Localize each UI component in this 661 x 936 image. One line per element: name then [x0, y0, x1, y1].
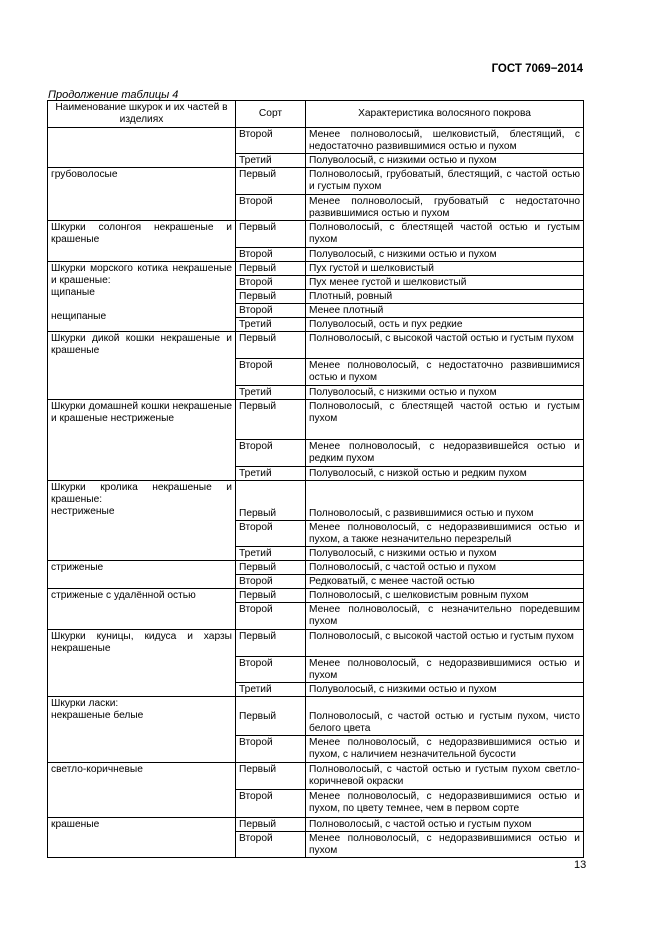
characteristic-cell: Полуволосый, с низкой остью и редким пухом — [306, 467, 584, 481]
characteristic-cell: Полноволосый, с развившимися остью и пухом — [306, 481, 584, 521]
characteristic-cell: Полноволосый, с частой остью и густым пухом светло-коричневой окраски — [306, 763, 584, 790]
table-row — [48, 697, 584, 736]
grade-cell: Третий — [236, 154, 306, 168]
grade-cell: Первый — [236, 400, 306, 440]
grade-cell: Первый — [236, 168, 306, 195]
grade-cell: Третий — [236, 318, 306, 332]
grade-cell: Первый — [236, 818, 306, 832]
characteristic-cell: Менее полноволосый, с недоразвившимися остью и пухом, с наличием незначительной бусости — [306, 736, 584, 763]
table-row — [48, 630, 584, 657]
characteristic-cell: Полуволосый, с низкими остью и пухом — [306, 547, 584, 561]
grade-cell: Второй — [236, 657, 306, 683]
characteristic-cell: Менее полноволосый, шелковистый, блестящий, с недостаточно развившимися остью и пухом — [306, 128, 584, 154]
grade-cell: Второй — [236, 736, 306, 763]
table-row — [48, 481, 584, 521]
skin-name-cell: Шкурки кролика некрашеные и крашеные: нестриженые — [48, 481, 236, 561]
characteristic-cell: Менее полноволосый, с недостаточно развившимися остью и пухом — [306, 359, 584, 386]
grade-cell: Первый — [236, 290, 306, 304]
grade-cell: Первый — [236, 262, 306, 276]
characteristic-cell: Редковатый, с менее частой остью — [306, 575, 584, 589]
characteristic-cell: Полноволосый, с шелковистым ровным пухом — [306, 589, 584, 603]
table-row — [48, 763, 584, 790]
grade-cell: Первый — [236, 332, 306, 359]
header-grade: Сорт — [236, 101, 306, 128]
grade-cell: Третий — [236, 386, 306, 400]
table-row — [48, 400, 584, 440]
table-header-row — [48, 101, 584, 128]
skin-name-cell: стриженые с удалённой остью — [48, 589, 236, 630]
grade-cell: Первый — [236, 221, 306, 248]
characteristic-cell: Полуволосый, с низкими остью и пухом — [306, 386, 584, 400]
grade-cell: Второй — [236, 790, 306, 818]
skin-name-cell: Шкурки ласки: некрашеные белые — [48, 697, 236, 763]
characteristic-cell: Менее полноволосый, с незначительно поредевшим пухом — [306, 603, 584, 630]
table-row — [48, 262, 584, 276]
characteristic-cell: Полноволосый, с частой остью и густым пухом — [306, 818, 584, 832]
grade-cell: Второй — [236, 195, 306, 221]
characteristic-cell: Менее полноволосый, с недоразвившимися остью и пухом — [306, 657, 584, 683]
characteristic-cell: Менее полноволосый, грубоватый с недостаточно развившимися остью и пухом — [306, 195, 584, 221]
grade-cell: Второй — [236, 603, 306, 630]
grade-cell: Второй — [236, 521, 306, 547]
characteristic-cell: Полноволосый, с блестящей частой остью и густым пухом — [306, 221, 584, 248]
header-characteristic: Характеристика волосяного покрова — [306, 101, 584, 128]
skin-name-cell: Шкурки солонгоя некрашеные и крашеные — [48, 221, 236, 262]
grade-cell: Третий — [236, 547, 306, 561]
document-code: ГОСТ 7069−2014 — [491, 63, 583, 75]
grade-cell: Третий — [236, 467, 306, 481]
skin-name-cell: грубоволосые — [48, 168, 236, 221]
grade-cell: Второй — [236, 248, 306, 262]
skin-name-cell: Шкурки домашней кошки некрашеные и крашеные нестриженые — [48, 400, 236, 481]
characteristic-cell: Полноволосый, с частой остью и густым пухом, чисто белого цвета — [306, 697, 584, 736]
grade-cell: Второй — [236, 276, 306, 290]
grade-cell: Второй — [236, 128, 306, 154]
grade-cell: Первый — [236, 561, 306, 575]
skin-name-cell — [48, 128, 236, 168]
grade-cell: Первый — [236, 481, 306, 521]
grade-cell: Второй — [236, 304, 306, 318]
sub-item-white: некрашеные белые — [51, 710, 144, 721]
grade-cell: Второй — [236, 359, 306, 386]
table-row — [48, 561, 584, 575]
table-row — [48, 589, 584, 603]
table-row — [48, 128, 584, 154]
characteristic-cell: Полноволосый, с блестящей частой остью и густым пухом — [306, 400, 584, 440]
header-name: Наименование шкурок и их частей в изделиях — [48, 101, 236, 128]
skin-name-cell: крашеные — [48, 818, 236, 858]
characteristic-cell: Плотный, ровный — [306, 290, 584, 304]
grade-cell: Первый — [236, 763, 306, 790]
characteristic-cell: Менее плотный — [306, 304, 584, 318]
characteristic-cell: Менее полноволосый, с недоразвившейся остью и редким пухом — [306, 440, 584, 467]
characteristic-cell: Полноволосый, грубоватый, блестящий, с частой остью и густым пухом — [306, 168, 584, 195]
characteristics-table — [47, 100, 584, 858]
characteristic-cell: Менее полноволосый, с недоразвившимися остью и пухом — [306, 832, 584, 858]
characteristic-cell: Полноволосый, с частой остью и пухом — [306, 561, 584, 575]
grade-cell: Второй — [236, 575, 306, 589]
skin-name-cell: светло-коричневые — [48, 763, 236, 818]
characteristic-cell: Полноволосый, с высокой частой остью и густым пухом — [306, 630, 584, 657]
table-row — [48, 168, 584, 195]
grade-cell: Первый — [236, 589, 306, 603]
grade-cell: Первый — [236, 630, 306, 657]
characteristic-cell: Полуволосый, с низкими остью и пухом — [306, 683, 584, 697]
grade-cell: Третий — [236, 683, 306, 697]
sub-item-plucked: щипаные — [51, 287, 95, 298]
characteristic-cell: Полуволосый, с низкими остью и пухом — [306, 248, 584, 262]
characteristic-cell: Менее полноволосый, с недоразвившимися остью и пухом, а также незначительно перезрелый — [306, 521, 584, 547]
characteristic-cell: Полноволосый, с высокой частой остью и густым пухом — [306, 332, 584, 359]
characteristic-cell: Полуволосый, с низкими остью и пухом — [306, 154, 584, 168]
grade-cell: Первый — [236, 697, 306, 736]
skin-name-cell: Шкурки морского котика некрашеные и крашеные: щипаные нещипаные — [48, 262, 236, 332]
table-caption: Продолжение таблицы 4 — [48, 89, 179, 101]
skin-name-cell: Шкурки куницы, кидуса и харзы некрашеные — [48, 630, 236, 697]
page-number: 13 — [574, 859, 587, 871]
table-row — [48, 818, 584, 832]
grade-cell: Второй — [236, 440, 306, 467]
skin-name-cell: Шкурки дикой кошки некрашеные и крашеные — [48, 332, 236, 400]
grade-cell: Второй — [236, 832, 306, 858]
characteristic-cell: Пух менее густой и шелковистый — [306, 276, 584, 290]
characteristic-cell: Полуволосый, ость и пух редкие — [306, 318, 584, 332]
skin-name-cell: стриженые — [48, 561, 236, 589]
table-row — [48, 332, 584, 359]
table-row — [48, 221, 584, 248]
sub-item-unplucked: нещипаные — [51, 311, 107, 322]
sub-item-unsheared: нестриженые — [51, 506, 115, 517]
characteristic-cell: Менее полноволосый, с недоразвившимися остью и пухом, по цвету темнее, чем в первом сорте — [306, 790, 584, 818]
characteristic-cell: Пух густой и шелковистый — [306, 262, 584, 276]
